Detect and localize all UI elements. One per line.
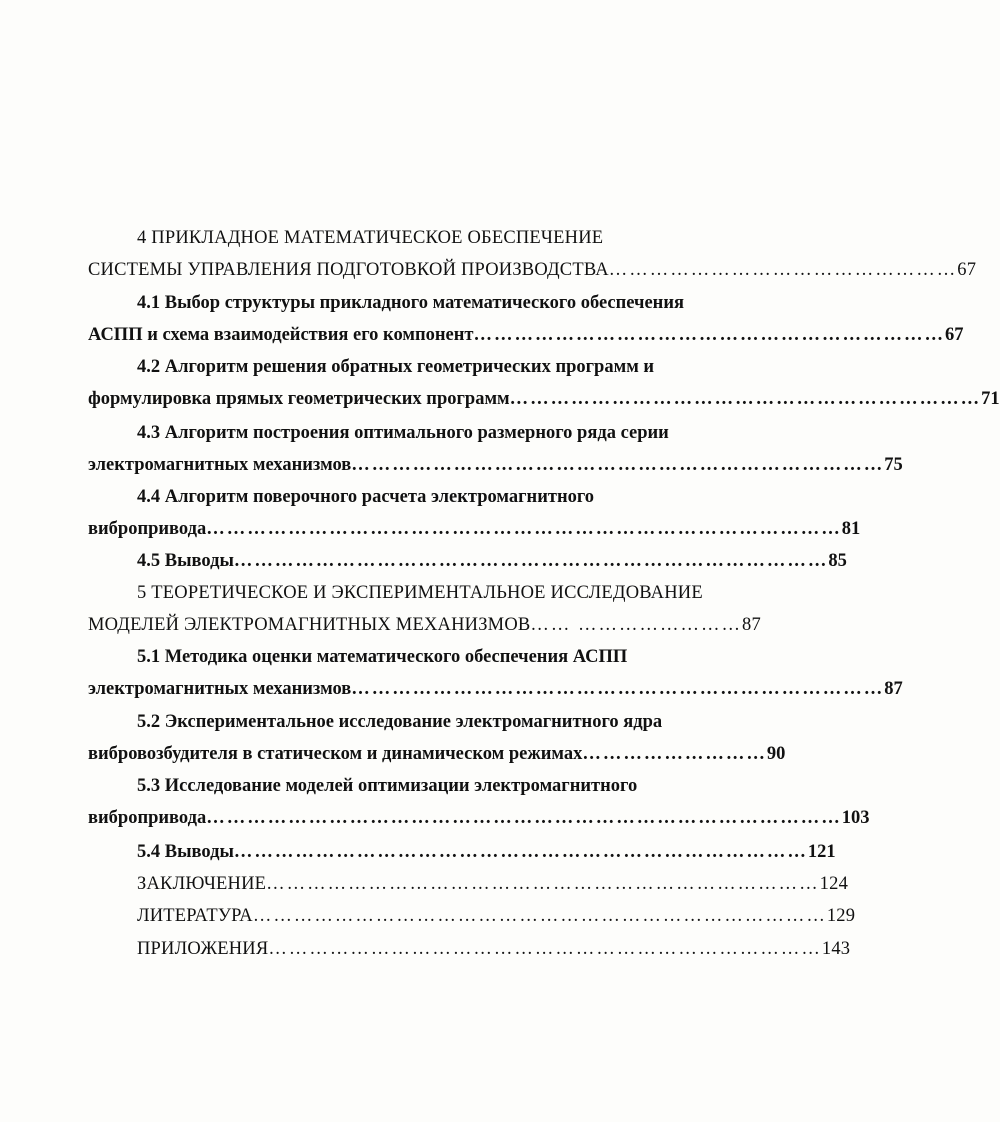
toc-leader: …………………………………………………………………… xyxy=(351,679,885,699)
toc-entry-12 xyxy=(137,905,856,927)
toc-entry-2-line-1: 4.2 Алгоритм решения обратных геометрических программ и xyxy=(137,357,655,377)
toc-leader: …………………………………………………………………………… xyxy=(233,551,829,571)
toc-entry-10-text: 5.4 Выводы xyxy=(137,842,234,862)
toc-entry-1-text: АСПП и схема взаимодействия его компонент xyxy=(88,325,474,345)
toc-entry-5-text: 4.5 Выводы xyxy=(137,551,234,571)
toc-entry-6-line-1: 5 ТЕОРЕТИЧЕСКОЕ И ЭКСПЕРИМЕНТАЛЬНОЕ ИССЛЕДОВАНИЕ xyxy=(137,583,703,603)
toc-entry-5-page: 85 xyxy=(828,551,847,571)
toc-entry-3-text: электромагнитных механизмов xyxy=(88,455,352,475)
toc-entry-10-page: 121 xyxy=(807,842,836,862)
toc-entry-9-line-2 xyxy=(88,807,870,829)
toc-entry-8-page: 90 xyxy=(766,744,786,764)
toc-entry-1-line-1: 4.1 Выбор структуры прикладного математического обеспечения xyxy=(137,293,684,313)
toc-entry-2-page: 71 xyxy=(981,389,1000,409)
toc-entry-0-line-2 xyxy=(88,259,977,281)
toc-entry-10 xyxy=(137,841,836,863)
toc-entry-3-page: 75 xyxy=(884,455,903,475)
toc-entry-1-line-2 xyxy=(88,324,964,346)
toc-leader: ……………………………………………………………………… xyxy=(268,939,822,959)
toc-entry-11 xyxy=(137,873,849,895)
toc-entry-0-page: 67 xyxy=(957,260,977,280)
toc-entry-12-page: 129 xyxy=(826,906,856,926)
toc-leader: …… …………………… xyxy=(530,615,743,635)
toc-leader: ……………………… xyxy=(582,744,767,764)
toc-entry-9-line-1: 5.3 Исследование моделей оптимизации электромагнитного xyxy=(137,776,638,796)
toc-entry-4-text: вибропривода xyxy=(88,519,207,539)
toc-entry-7-line-2 xyxy=(88,678,903,700)
toc-entry-7-page: 87 xyxy=(884,679,903,699)
toc-entry-7-text: электромагнитных механизмов xyxy=(88,679,352,699)
toc-entry-6-text: МОДЕЛЕЙ ЭЛЕКТРОМАГНИТНЫХ МЕХАНИЗМОВ xyxy=(88,615,531,635)
toc-leader: ………………………………………………………………………………… xyxy=(206,519,842,539)
toc-entry-11-page: 124 xyxy=(819,874,849,894)
toc-entry-13-page: 143 xyxy=(821,939,851,959)
toc-entry-4-line-2 xyxy=(88,518,861,540)
toc-entry-3-line-2 xyxy=(88,454,903,476)
toc-entry-8-line-1: 5.2 Экспериментальное исследование электромагнитного ядра xyxy=(137,712,663,732)
toc-entry-8-line-2 xyxy=(88,743,786,765)
toc-entry-1-page: 67 xyxy=(945,325,964,345)
toc-entry-3-line-1: 4.3 Алгоритм построения оптимального размерного ряда серии xyxy=(137,423,669,443)
toc-entry-9-text: вибропривода xyxy=(88,808,207,828)
toc-entry-7-line-1: 5.1 Методика оценки математического обеспечения АСПП xyxy=(137,647,628,667)
toc-entry-0-line-1: 4 ПРИКЛАДНОЕ МАТЕМАТИЧЕСКОЕ ОБЕСПЕЧЕНИЕ xyxy=(137,228,604,248)
toc-entry-0-text: СИСТЕМЫ УПРАВЛЕНИЯ ПОДГОТОВКОЙ ПРОИЗВОДСТВА xyxy=(88,260,609,280)
toc-entry-5 xyxy=(137,550,847,572)
toc-entry-8-text: вибровозбудителя в статическом и динамическом режимах xyxy=(88,744,583,764)
toc-leader: …………………………………………………………… xyxy=(473,325,945,345)
toc-leader: ………………………………………………………………………………… xyxy=(206,808,842,828)
toc-leader: …………………………………………………………………… xyxy=(351,455,885,475)
toc-entry-9-page: 103 xyxy=(841,808,870,828)
toc-entry-12-text: ЛИТЕРАТУРА xyxy=(137,906,253,926)
toc-entry-6-line-2 xyxy=(88,614,761,636)
toc-entry-2-line-2 xyxy=(88,388,1000,410)
toc-entry-4-line-1: 4.4 Алгоритм поверочного расчета электромагнитного xyxy=(137,487,595,507)
toc-leader: …………………………………………… xyxy=(608,260,958,280)
toc-entry-4-page: 81 xyxy=(841,519,861,539)
toc-entry-13 xyxy=(137,938,851,960)
toc-leader: …………………………………………………………… xyxy=(509,389,982,409)
toc-entry-2-text: формулировка прямых геометрических программ xyxy=(88,389,510,409)
toc-entry-6-page: 87 xyxy=(742,615,761,635)
toc-leader: ………………………………………………………………………… xyxy=(252,906,827,926)
toc-leader: ……………………………………………………………………… xyxy=(266,874,820,894)
toc-entry-13-text: ПРИЛОЖЕНИЯ xyxy=(137,939,269,959)
toc-entry-11-text: ЗАКЛЮЧЕНИЕ xyxy=(137,874,267,894)
toc-leader: ………………………………………………………………………… xyxy=(233,842,808,862)
